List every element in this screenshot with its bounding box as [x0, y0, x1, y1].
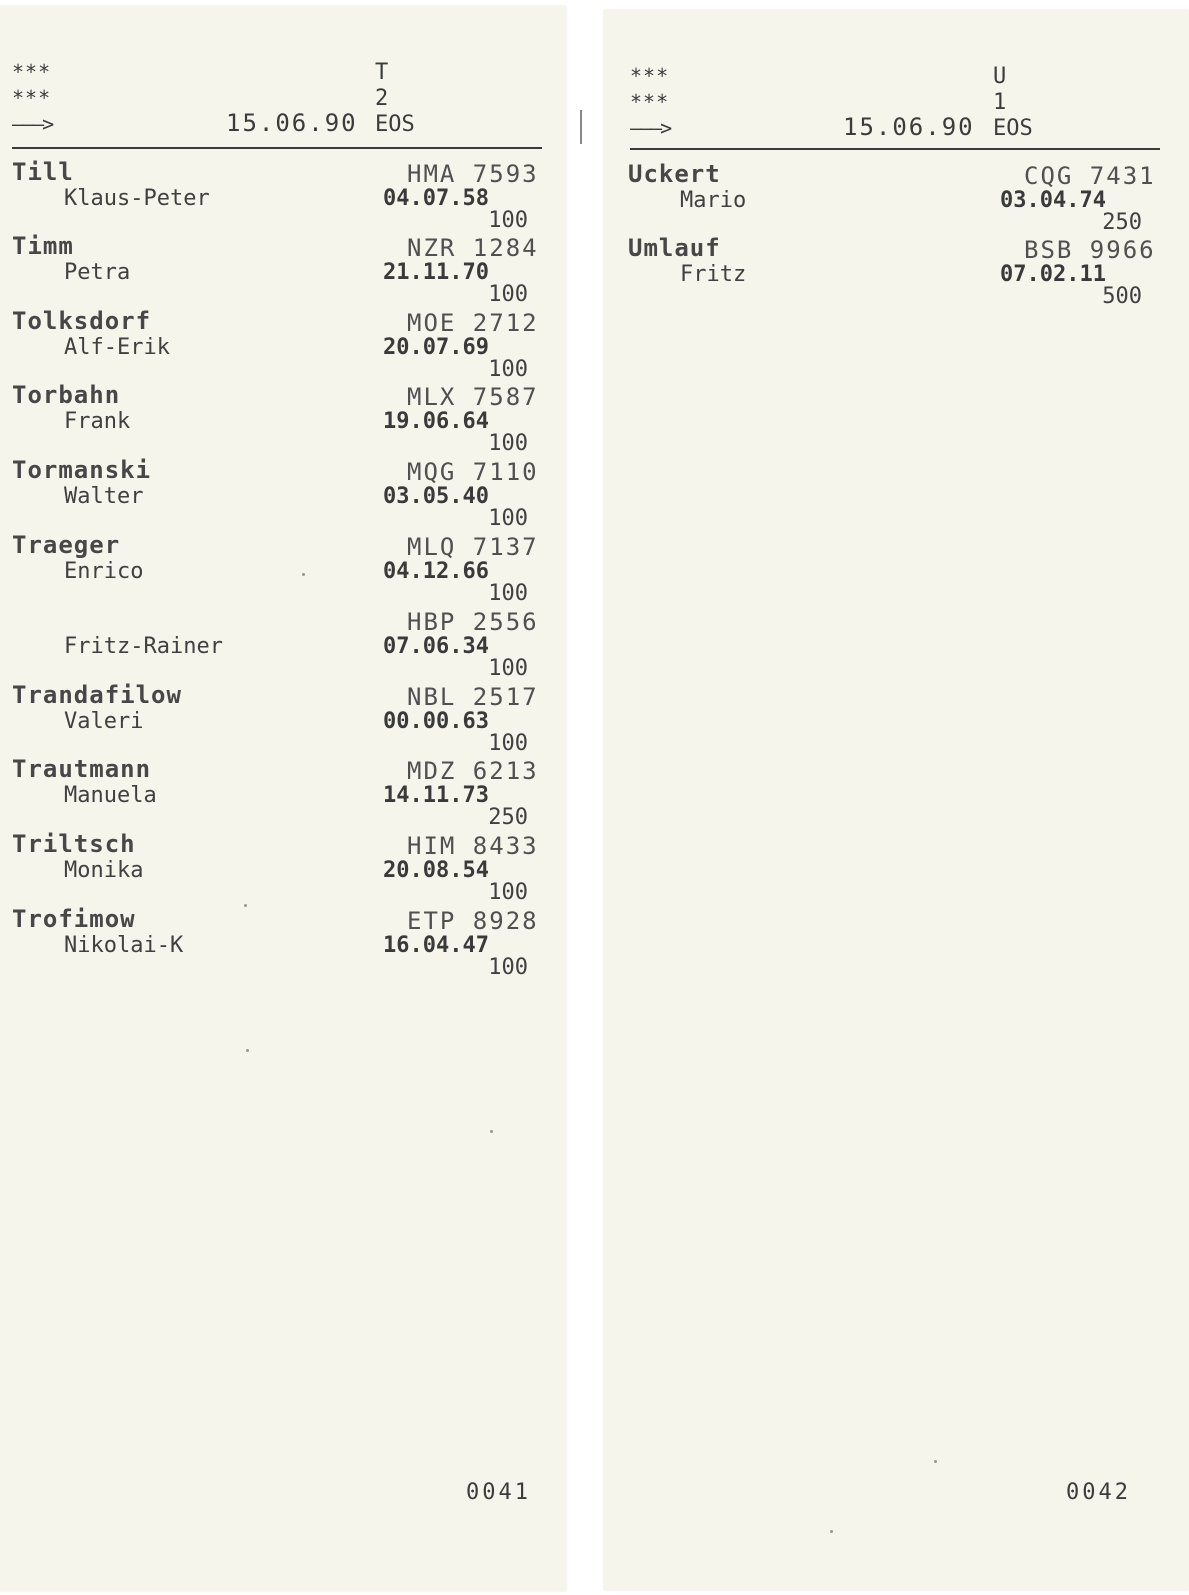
license-code: HMA 7593	[407, 160, 539, 188]
header-marks	[12, 59, 52, 137]
list-item	[12, 755, 566, 830]
amount: 100	[488, 357, 528, 382]
surname: Tolksdorf	[12, 307, 152, 335]
printout-sheet-left	[0, 6, 566, 1591]
license-code: MOE 2712	[407, 309, 539, 337]
birth-date: 07.02.11	[1000, 262, 1106, 287]
list-item	[12, 158, 566, 233]
header-type: EOS	[993, 116, 1033, 141]
paper-speck	[302, 573, 305, 576]
given-name: Walter	[64, 484, 144, 509]
license-code: NZR 1284	[407, 234, 539, 262]
list-item	[12, 232, 566, 307]
birth-date: 20.08.54	[383, 858, 489, 883]
header-register-block	[993, 64, 1033, 142]
birth-date: 20.07.69	[383, 335, 489, 360]
given-name: Klaus-Peter	[64, 186, 210, 211]
header-letter: T	[375, 60, 389, 85]
license-code: MDZ 6213	[407, 757, 539, 785]
surname: Tormanski	[12, 456, 152, 484]
header-rule	[630, 148, 1160, 150]
paper-speck	[830, 1530, 833, 1533]
license-code: HIM 8433	[407, 832, 539, 860]
page-number: 0042	[1066, 1480, 1131, 1505]
list-item	[12, 456, 566, 531]
birth-date: 04.12.66	[383, 559, 489, 584]
paper-speck	[244, 904, 247, 907]
given-name: Fritz-Rainer	[64, 634, 223, 659]
paper-speck	[490, 1130, 493, 1133]
header-rule	[12, 147, 542, 149]
binding-mark	[580, 110, 582, 144]
surname: Till	[12, 158, 74, 186]
amount: 100	[488, 208, 528, 233]
surname: Traeger	[12, 531, 121, 559]
surname: Torbahn	[12, 381, 121, 409]
license-code: MQG 7110	[407, 458, 539, 486]
list-item	[12, 606, 566, 681]
list-item	[12, 905, 566, 980]
birth-date: 14.11.73	[383, 783, 489, 808]
license-code: MLX 7587	[407, 383, 539, 411]
amount: 100	[488, 581, 528, 606]
given-name: Valeri	[64, 709, 144, 734]
given-name: Enrico	[64, 559, 144, 584]
surname: Timm	[12, 232, 74, 260]
list-item	[12, 307, 566, 382]
amount: 500	[1102, 284, 1142, 309]
given-name: Monika	[64, 858, 144, 883]
header-marks	[630, 63, 670, 141]
paper-speck	[246, 1049, 249, 1052]
list-item	[12, 830, 566, 905]
header-date: 15.06.90	[226, 109, 358, 137]
amount: 100	[488, 656, 528, 681]
list-item	[12, 681, 566, 756]
surname: Umlauf	[628, 234, 721, 262]
given-name: Mario	[680, 188, 747, 213]
header-letter: U	[993, 64, 1007, 89]
header-number: 2	[375, 86, 389, 111]
given-name: Manuela	[64, 783, 157, 808]
amount: 250	[1102, 210, 1142, 235]
amount: 100	[488, 880, 528, 905]
page-number: 0041	[466, 1480, 531, 1505]
paper-speck	[934, 1460, 937, 1463]
amount: 100	[488, 431, 528, 456]
amount: 100	[488, 731, 528, 756]
license-code: MLQ 7137	[407, 533, 539, 561]
surname: Uckert	[628, 160, 721, 188]
header-mark-line: ***	[630, 90, 670, 114]
surname: Trofimow	[12, 905, 136, 933]
header-mark-line: ***	[12, 60, 52, 84]
birth-date: 00.00.63	[383, 709, 489, 734]
license-code: NBL 2517	[407, 683, 539, 711]
given-name: Frank	[64, 409, 131, 434]
header-date: 15.06.90	[843, 113, 975, 141]
arrow-icon: ———>	[630, 116, 671, 140]
license-code: BSB 9966	[1024, 236, 1156, 264]
arrow-icon: ———>	[12, 112, 53, 136]
header-register-block	[375, 60, 415, 138]
birth-date: 03.04.74	[1000, 188, 1106, 213]
birth-date: 19.06.64	[383, 409, 489, 434]
header-number: 1	[993, 90, 1007, 115]
list-item	[12, 381, 566, 456]
given-name: Nikolai-K	[64, 933, 184, 958]
license-code: CQG 7431	[1024, 162, 1156, 190]
given-name: Petra	[64, 260, 131, 285]
amount: 250	[488, 805, 528, 830]
list-item	[628, 234, 1189, 309]
given-name: Alf-Erik	[64, 335, 170, 360]
list-item	[12, 531, 566, 606]
surname: Triltsch	[12, 830, 136, 858]
birth-date: 21.11.70	[383, 260, 489, 285]
license-code: HBP 2556	[407, 608, 539, 636]
birth-date: 04.07.58	[383, 186, 489, 211]
amount: 100	[488, 506, 528, 531]
birth-date: 03.05.40	[383, 484, 489, 509]
amount: 100	[488, 955, 528, 980]
header-mark-line: ***	[12, 86, 52, 110]
birth-date: 07.06.34	[383, 634, 489, 659]
birth-date: 16.04.47	[383, 933, 489, 958]
list-item	[628, 160, 1189, 235]
header-type: EOS	[375, 112, 415, 137]
surname: Trautmann	[12, 755, 152, 783]
header-mark-line: ***	[630, 64, 670, 88]
surname: Trandafilow	[12, 681, 182, 709]
given-name: Fritz	[680, 262, 747, 287]
amount: 100	[488, 282, 528, 307]
license-code: ETP 8928	[407, 907, 539, 935]
printout-sheet-right	[604, 10, 1189, 1590]
